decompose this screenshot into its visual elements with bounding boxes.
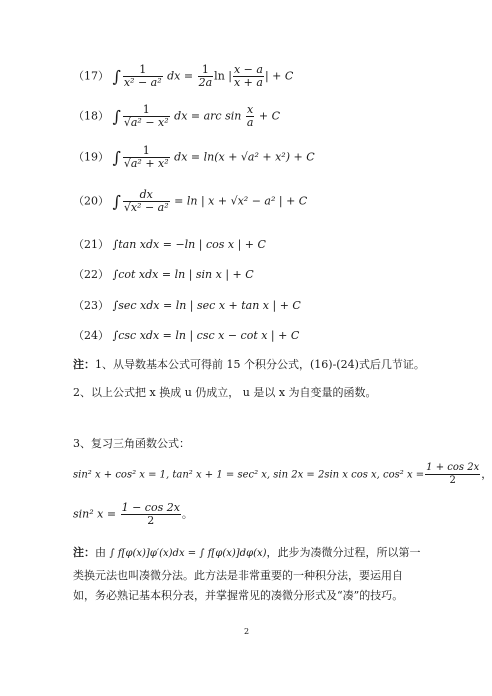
fraction: $\frac{1 + \cos 2x}{2}$: [426, 462, 480, 486]
formula-18: （18） ∫ $\frac{1}{\text{√a² − x²}}$ dx = arc sin $\frac{x}{a}$ + C: [73, 103, 281, 129]
formula-21: （21） ∫tan xdx = −ln | cos x | + C: [73, 238, 266, 251]
fraction: $\frac{x - a}{x + a}$: [233, 63, 263, 89]
integral-sign: ∫: [112, 107, 121, 126]
integral-sign: ∫: [112, 192, 121, 211]
integral-sign: ∫: [112, 67, 121, 86]
note-1: 注：1、从导数基本公式可得前 15 个积分公式，(16)-(24)式后几节证。: [73, 358, 425, 371]
formula-17: （17） ∫ $\frac{1}{\text{x² − a²}}$ dx = $\frac{1}{2a}$ ln | $\frac{x - a}{x + a}$ | + C: [73, 63, 294, 89]
formula-20: （20） ∫ $\frac{dx}{\text{√x² − a²}}$ = ln | x + √x² − a² | + C: [73, 188, 308, 214]
section-3-heading: 3、复习三角函数公式：: [73, 437, 190, 450]
formula-number: （22）: [73, 268, 109, 281]
formula-24: （24） ∫csc xdx = ln | csc x − cot x | + C: [73, 329, 300, 342]
fraction: $\frac{1 - \cos 2x}{2}$: [121, 501, 180, 527]
formula-number: （24）: [73, 329, 109, 342]
formula-number: （23）: [73, 299, 109, 312]
formula-number: （18）: [73, 109, 109, 123]
note-3-line-1: 注：由 ∫ f[φ(x)]φ′(x)dx = ∫ f[φ(x)]dφ(x)，此步为凑微分过程，所以第一: [73, 546, 421, 559]
fraction: $\frac{1}{2a}$: [198, 63, 213, 89]
note-2: 2、以上公式把 x 换成 u 仍成立， u 是以 x 为自变量的函数。: [73, 386, 377, 399]
fraction: $\frac{1}{\text{x² − a²}}$: [123, 63, 162, 89]
fraction: $\frac{dx}{\text{√x² − a²}}$: [123, 188, 169, 214]
formula-number: （19）: [73, 150, 109, 164]
fraction: $\frac{x}{a}$: [246, 103, 254, 129]
formula-19: （19） ∫ $\frac{1}{\text{√a² + x²}}$ dx = ln(x + √a² + x²) + C: [73, 144, 315, 170]
formula-22: （22） ∫cot xdx = ln | sin x | + C: [73, 268, 254, 281]
formula-number: （20）: [73, 194, 109, 208]
trig-identities-line-1: sin² x + cos² x = 1, tan² x + 1 = sec² x, sin 2x = 2sin x cos x, cos² x = $\frac{1 + \cos 2x}{2}$ ，: [73, 462, 492, 486]
trig-identities-line-2: sin² x = $\frac{1 - \cos 2x}{2}$ 。: [73, 501, 193, 527]
fraction: $\frac{1}{\text{√a² + x²}}$: [123, 144, 169, 170]
page-number: 2: [244, 627, 250, 636]
formula-23: （23） ∫sec xdx = ln | sec x + tan x | + C: [73, 299, 301, 312]
note-3-continuation: 类换元法也叫凑微分法。此方法是非常重要的一种积分法，要运用自如，务必熟记基本积分表，并掌握常见的凑微分形式及“凑”的技巧。: [73, 569, 404, 602]
fraction: $\frac{1}{\text{√a² − x²}}$: [123, 103, 169, 129]
formula-number: （17）: [73, 69, 109, 83]
integral-sign: ∫: [112, 148, 121, 167]
formula-number: （21）: [73, 238, 109, 251]
